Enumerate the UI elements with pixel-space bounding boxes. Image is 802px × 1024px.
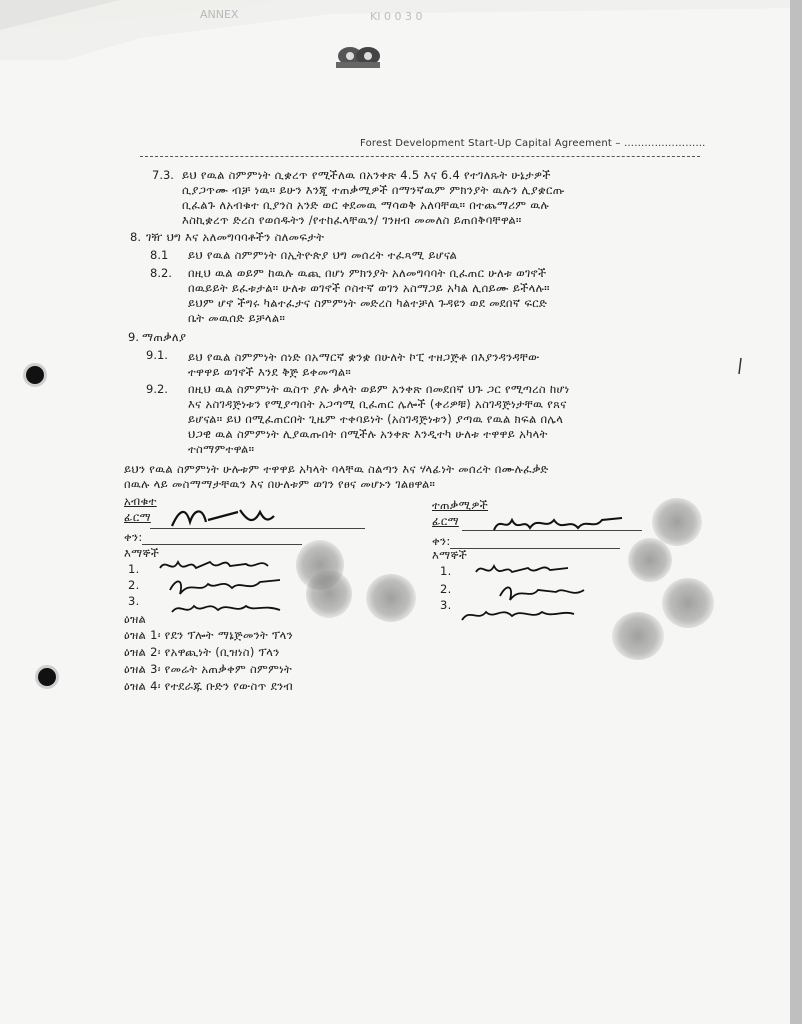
section-8-title: ገዥ ህግ እና አለመግባባቶችን ስለመፍታት (146, 230, 325, 244)
clause-8-2-line: በዚህ ዉል ወይም ከዉሉ ዉጪ በሆነ ምክንያት አለመግባባት ቢፈጠር ሁለቱ ወገኖች (188, 266, 547, 280)
document-header: Forest Development Start-Up Capital Agreement – …………………… (360, 138, 706, 149)
attachment-item: ዕዝል 2፡ የአዋጪነት (ቢዝነስ) ፕላን (124, 645, 280, 659)
clause-8-2-line: ቤት መዉሰድ ይቻላል። (188, 311, 286, 325)
attachment-item: ዕዝል 1፡ የደን ፕሎት ማኔጅመንት ፕላን (124, 628, 293, 642)
left-date-line (142, 544, 302, 545)
attachment-item: ዕዝል 3፡ የመሬት አጠቃቀም ስምምነት (124, 662, 293, 676)
clause-8-1-line: ይህ የዉል ስምምነት በኢትዮጵያ ህግ መሰረት ተፈጻሚ ይሆናል (188, 248, 458, 262)
organization-seal-icon (330, 44, 390, 72)
left-party-signature (168, 502, 278, 532)
fingerprint (628, 538, 672, 582)
right-sign-label: ፊርማ (432, 514, 459, 528)
right-party-signature (490, 510, 630, 538)
right-party-title: ተጠቃሚዎች (432, 498, 489, 512)
svg-text:ANNEX: ANNEX (200, 8, 239, 21)
section-9-number: 9. (128, 330, 139, 344)
clause-9-1-line: ይህ የዉል ስምምነት ሰነድ በአማርኛ ቋንቋ በሁለት ኮፒ ተዘጋጅቶ በእያንዳንዳቸው (188, 350, 540, 364)
left-sign-label: ፊርማ (124, 510, 151, 524)
clause-7-3-line: ቢፈልጉ ለአብቁተ ቢያንስ አንድ ወር ቀደመዉ ማሳወቅ አለባቸዉ። በተጨማሪም ዉሉ (182, 198, 550, 212)
closing-line: ይህን የዉል ስምምነት ሁሉቱም ተዋዋይ አካላት ባላቸዉ ስልጣን እና ሃላፊነት መሰረት በሙሉፈቃድ (124, 462, 549, 476)
scan-edge (790, 0, 802, 1024)
right-date-label: ቀን: (432, 534, 451, 548)
left-party-title: አብቁተ (124, 494, 157, 508)
clause-7-3-line: ይህ የዉል ስምምነት ሲቋረጥ የሚችለዉ በአንቀጽ 4.5 እና 6.4 የተገለጹት ሁኔታዎች (182, 168, 551, 182)
clause-9-2-line: ይሆናል። ይህ በሚፈጠርበት ጊዜም ተቀባይነት (አስገዳጅነቱን) ያጣዉ የዉል ክፍል በሌላ (188, 412, 564, 426)
left-witness-number: 2. (128, 578, 140, 592)
attachment-item: ዕዝል 4፡ የተደራጁ ቡድን የውስጥ ደንብ (124, 679, 293, 693)
clause-8-1-number: 8.1 (150, 248, 169, 262)
right-witness-title: እማኞች (432, 548, 468, 562)
clause-9-2-line: ተስማምተዋል። (188, 442, 255, 456)
page-fold (0, 0, 790, 60)
header-rule (140, 156, 700, 157)
clause-7-3-number: 7.3. (152, 168, 174, 182)
clause-9-1-line: ተዋዋይ ወገኖች እንደ ቅጅ ይቀመጣል። (188, 365, 352, 379)
right-witness-signatures (456, 556, 606, 628)
right-date-line (450, 548, 620, 549)
fingerprint (652, 498, 702, 546)
svg-text:KI 0 0 3 0: KI 0 0 3 0 (370, 10, 423, 23)
punch-hole (26, 366, 44, 384)
clause-9-2-line: እና አስገዳጅነቱን የሚያጣበት አጋጣሚ ቢፈጠር ሌሎች (ቀሪዎቹ) አስገዳጅነታቸዉ የጸና (188, 397, 567, 411)
left-witness-title: እማኞች (124, 546, 160, 560)
left-date-label: ቀን: (124, 530, 143, 544)
section-9-title: ማጠቃለያ (142, 330, 187, 344)
punch-hole (38, 668, 56, 686)
section-8-number: 8. (130, 230, 141, 244)
clause-9-1-number: 9.1. (146, 348, 168, 362)
fingerprint (612, 612, 664, 660)
left-witness-number: 3. (128, 594, 140, 608)
right-witness-number: 3. (440, 598, 452, 612)
right-witness-number: 1. (440, 564, 452, 578)
clause-8-2-number: 8.2. (150, 266, 172, 280)
clause-7-3-line: እስኪቋረጥ ድረስ የወሰዱትን /የተከፈላቸዉን/ ገንዘብ መመለስ ይጠበቅባቸዋል። (182, 213, 522, 227)
fingerprint (306, 570, 352, 618)
fingerprint (662, 578, 714, 628)
clause-9-2-line: በዚህ ዉል ስምምነት ዉስጥ ያሉ ቃላት ወይም አንቀጽ በመደበኛ ህጉ ጋር የሚጣረስ ከሆነ (188, 382, 570, 396)
agreement-title: Forest Development Start-Up Capital Agreement (360, 138, 613, 149)
clause-7-3-line: ሲያጋጥሙ ብቻ ነዉ። ይሁን እንጂ ተጠቃሚዎች በማንኛዉም ምክንያት ዉሉን ሊያቋርጡ (182, 183, 565, 197)
clause-9-2-line: ህጋዊ ዉል ስምምነት ሊያዉጡበት በሚችሉ አንቀጽ እንዲተካ ሁለቱ ተዋዋይ አካላት (188, 427, 548, 441)
right-witness-number: 2. (440, 582, 452, 596)
fingerprint (366, 574, 416, 622)
margin-mark (736, 356, 744, 376)
clause-8-2-line: በዉይይት ይፈቱታል። ሁለቱ ወገኖች ሶስተኛ ወገን አስማጋይ አካል ሊሰይሙ ይችላሉ። (188, 281, 550, 295)
clause-8-2-line: ይህም ሆኖ ችግሩ ካልተፈታና ስምምነት መድረስ ካልተቻለ ጉዳዩን ወደ መደበኛ ፍርድ (188, 296, 548, 310)
clause-9-2-number: 9.2. (146, 382, 168, 396)
left-witness-number: 1. (128, 562, 140, 576)
closing-line: በዉሉ ላይ መስማማታቸዉን እና በሁለቱም ወገን የፀና መሆኑን ገልፀዋል። (124, 477, 436, 491)
attachment-label: ዕዝል (124, 612, 147, 626)
left-witness-signatures (150, 550, 300, 620)
